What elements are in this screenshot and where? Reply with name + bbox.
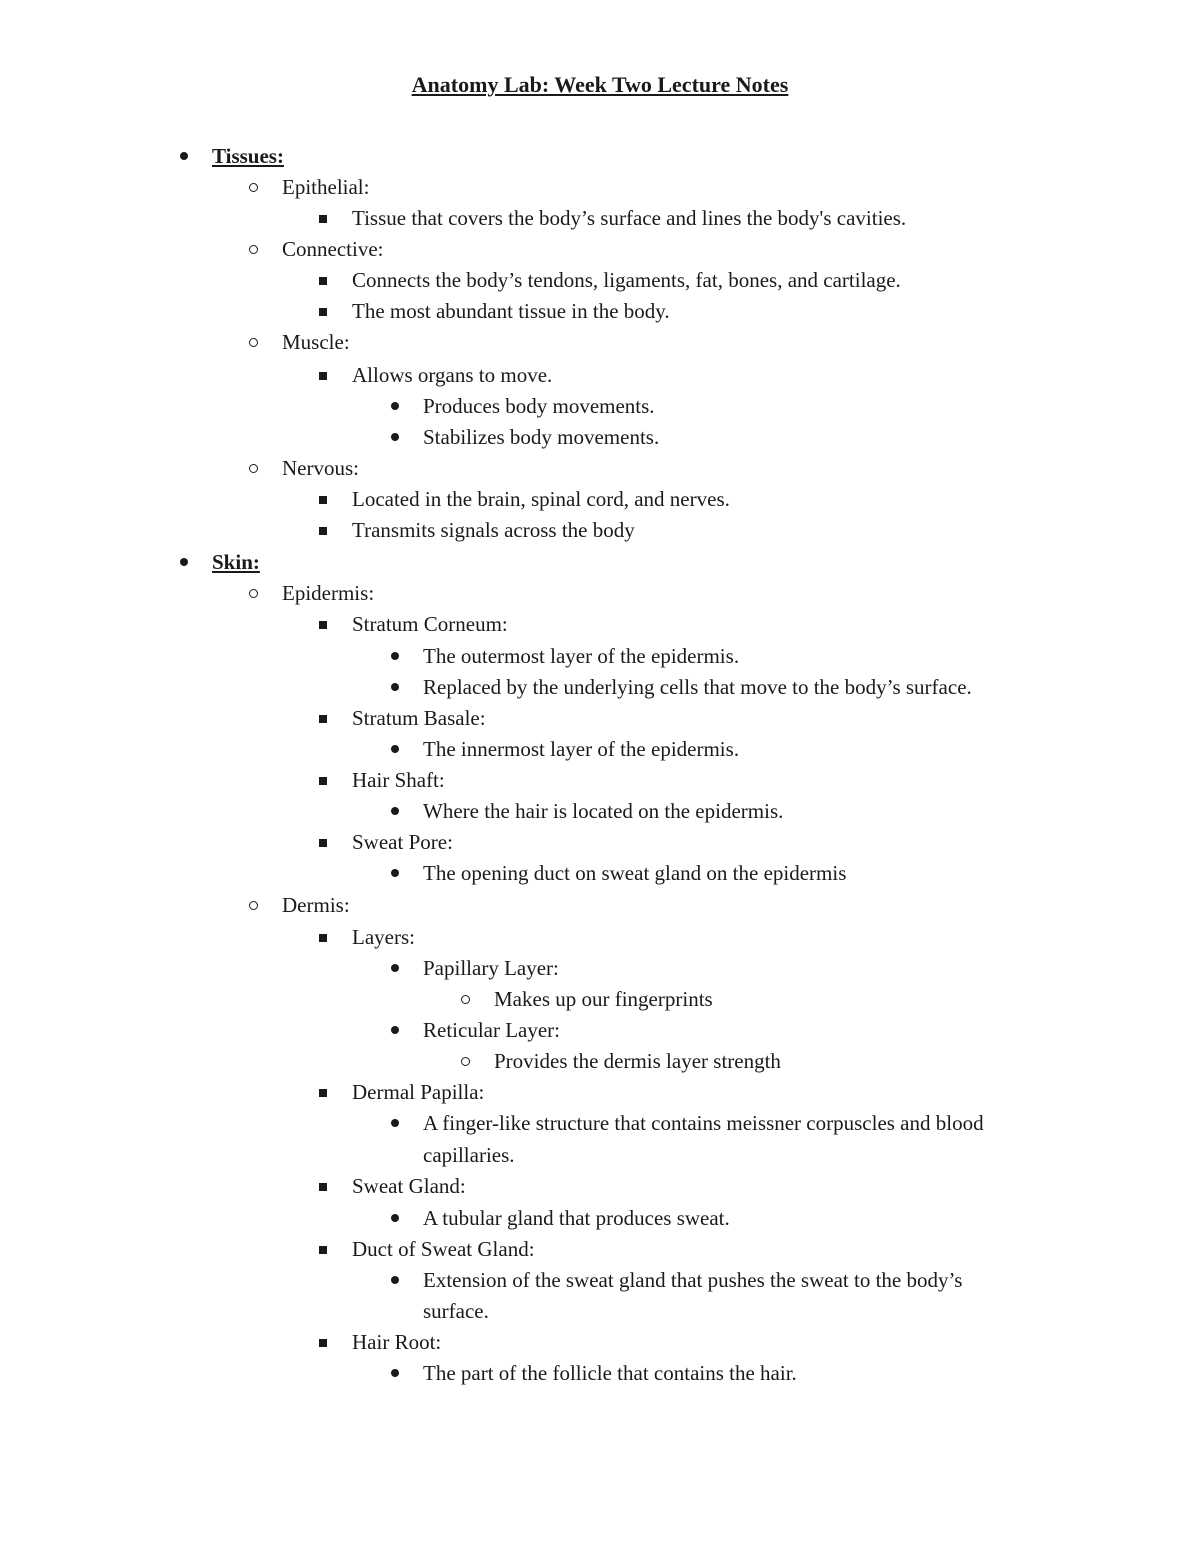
item-text: Epithelial: xyxy=(282,175,370,199)
bullet-square-icon xyxy=(318,515,338,546)
bullet-circle-icon xyxy=(248,453,268,484)
item-text: Dermal Papilla: xyxy=(352,1080,485,1104)
bullet-disc-icon xyxy=(390,1108,410,1139)
item-text: surface. xyxy=(423,1299,489,1323)
item-text: Provides the dermis layer strength xyxy=(494,1049,781,1073)
item-text: Epidermis: xyxy=(282,581,375,605)
bullet-square-icon xyxy=(318,1327,338,1358)
item-text: Where the hair is located on the epidermis. xyxy=(423,799,784,823)
bullet-disc-icon xyxy=(390,858,410,889)
item-text: Papillary Layer: xyxy=(423,956,559,980)
bullet-circle-icon xyxy=(248,172,268,203)
item-text: Stratum Basale: xyxy=(352,706,486,730)
bullet-disc-icon xyxy=(390,1015,410,1046)
item-text: Stratum Corneum: xyxy=(352,612,508,636)
bullet-square-icon xyxy=(318,703,338,734)
item-text: Located in the brain, spinal cord, and nerves. xyxy=(352,487,730,511)
bullet-square-icon xyxy=(318,296,338,327)
bullet-square-icon xyxy=(318,827,338,858)
item-text: The outermost layer of the epidermis. xyxy=(423,644,740,668)
bullet-disc-icon xyxy=(390,1265,410,1296)
bullet-square-icon xyxy=(318,922,338,953)
item-text: Tissue that covers the body’s surface and lines the body's cavities. xyxy=(352,206,907,230)
document-title: Anatomy Lab: Week Two Lecture Notes xyxy=(411,72,789,97)
item-text: Muscle: xyxy=(282,330,350,354)
bullet-disc-icon xyxy=(390,1358,410,1389)
bullet-square-icon xyxy=(318,609,338,640)
item-text: Makes up our fingerprints xyxy=(494,987,713,1011)
item-text: Produces body movements. xyxy=(423,394,655,418)
section-heading: Tissues: xyxy=(212,144,284,168)
bullet-disc-icon xyxy=(390,641,410,672)
item-text: The opening duct on sweat gland on the epidermis xyxy=(423,861,847,885)
item-text: Replaced by the underlying cells that move to the body’s surface. xyxy=(423,675,972,699)
bullet-square-icon xyxy=(318,265,338,296)
bullet-disc-icon xyxy=(390,1203,410,1234)
item-text: Sweat Gland: xyxy=(352,1174,466,1198)
item-text: Connects the body’s tendons, ligaments, fat, bones, and cartilage. xyxy=(352,268,901,292)
item-text: Connective: xyxy=(282,237,384,261)
item-text: Layers: xyxy=(352,925,415,949)
item-text: Transmits signals across the body xyxy=(352,518,635,542)
bullet-square-icon xyxy=(318,203,338,234)
bullet-square-icon xyxy=(318,765,338,796)
item-text: Allows organs to move. xyxy=(352,363,553,387)
item-text: Hair Root: xyxy=(352,1330,442,1354)
bullet-square-icon xyxy=(318,1077,338,1108)
bullet-disc-icon xyxy=(390,953,410,984)
bullet-disc-icon xyxy=(178,141,198,172)
bullet-circle-icon xyxy=(248,234,268,265)
item-text: Nervous: xyxy=(282,456,359,480)
bullet-disc-icon xyxy=(390,796,410,827)
bullet-square-icon xyxy=(318,1234,338,1265)
bullet-circle-icon xyxy=(248,890,268,921)
item-text: The innermost layer of the epidermis. xyxy=(423,737,740,761)
bullet-circle-icon xyxy=(460,984,480,1015)
item-text: Sweat Pore: xyxy=(352,830,453,854)
bullet-square-icon xyxy=(318,484,338,515)
section-heading: Skin: xyxy=(212,550,260,574)
item-text: capillaries. xyxy=(423,1143,515,1167)
bullet-circle-icon xyxy=(248,327,268,358)
bullet-square-icon xyxy=(318,1171,338,1202)
item-text: Extension of the sweat gland that pushes the sweat to the body’s xyxy=(423,1268,963,1292)
item-text: Dermis: xyxy=(282,893,350,917)
item-text: Stabilizes body movements. xyxy=(423,425,660,449)
item-text: A tubular gland that produces sweat. xyxy=(423,1206,730,1230)
item-text: The part of the follicle that contains the hair. xyxy=(423,1361,797,1385)
item-text: A finger-like structure that contains meissner corpuscles and blood xyxy=(423,1111,984,1135)
item-text: The most abundant tissue in the body. xyxy=(352,299,670,323)
bullet-circle-icon xyxy=(460,1046,480,1077)
bullet-disc-icon xyxy=(390,672,410,703)
item-text: Hair Shaft: xyxy=(352,768,445,792)
bullet-disc-icon xyxy=(390,391,410,422)
bullet-disc-icon xyxy=(178,547,198,578)
bullet-circle-icon xyxy=(248,578,268,609)
bullet-square-icon xyxy=(318,360,338,391)
item-text: Duct of Sweat Gland: xyxy=(352,1237,535,1261)
item-text: Reticular Layer: xyxy=(423,1018,561,1042)
bullet-disc-icon xyxy=(390,422,410,453)
bullet-disc-icon xyxy=(390,734,410,765)
